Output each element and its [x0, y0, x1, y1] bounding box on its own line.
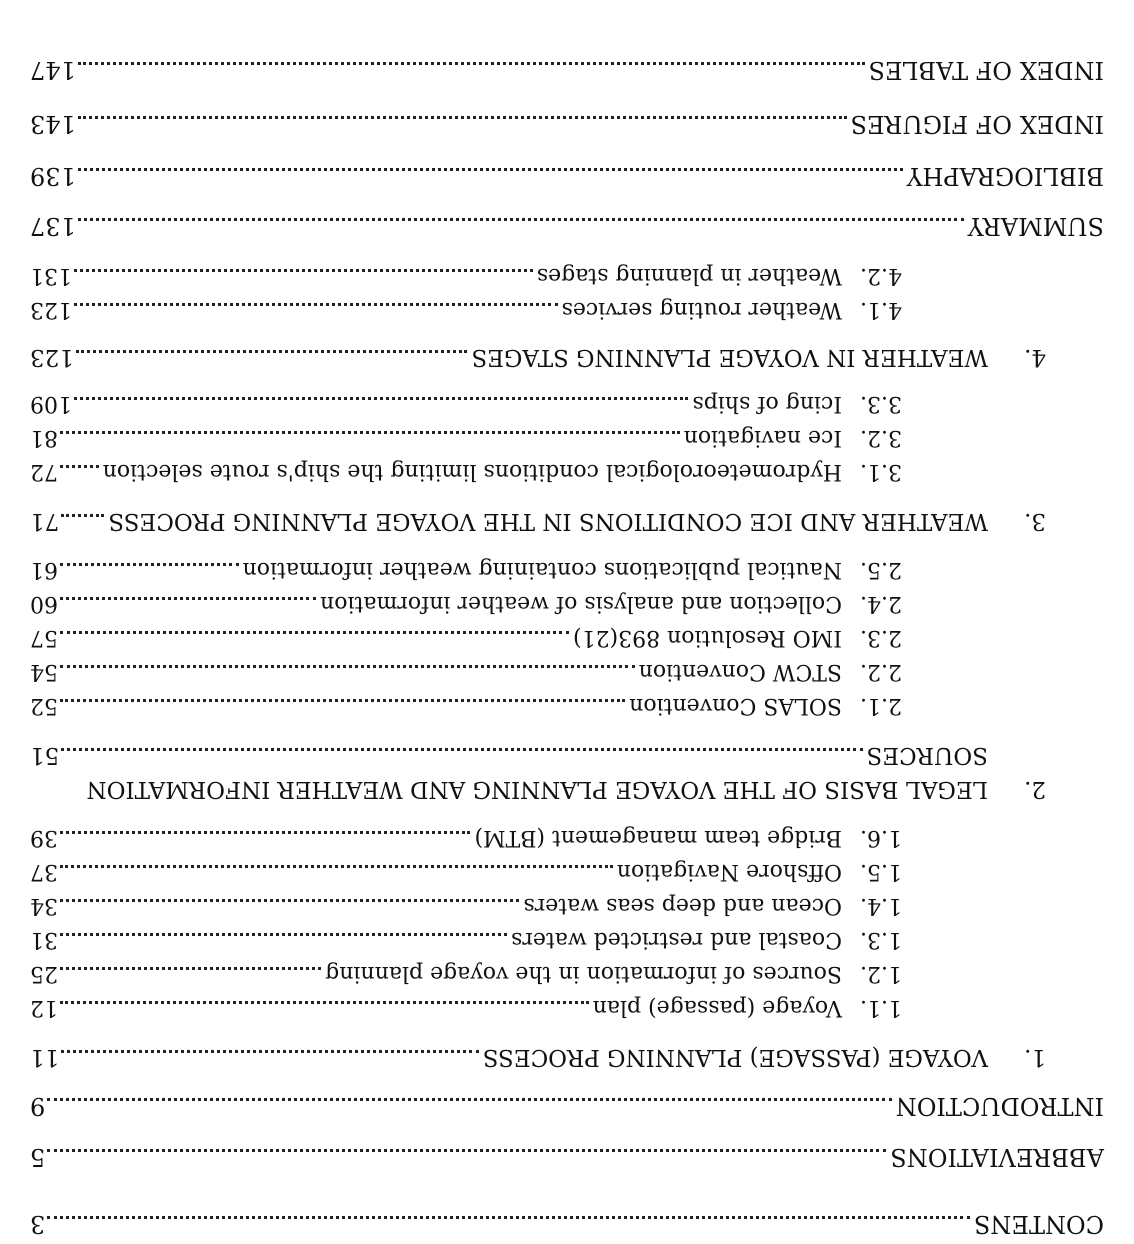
- dot-leader: [74, 269, 533, 272]
- toc-page-number: 37: [30, 859, 58, 884]
- dot-leader: [74, 303, 558, 306]
- toc-page-number: 61: [30, 557, 58, 582]
- toc-page-number: 9: [30, 1092, 46, 1120]
- toc-entry-summary: [30, 211, 1104, 240]
- dot-leader: [60, 597, 316, 600]
- toc-page-number: 31: [30, 927, 58, 952]
- chapter-title: LEGAL BASIS OF THE VOYAGE PLANNING AND WEATHER INFORMATION: [86, 776, 988, 802]
- section-number: 3.1.: [860, 459, 902, 484]
- toc-subentry-2-2: [30, 658, 902, 684]
- toc-page-number: 131: [30, 263, 72, 288]
- section-number: 2.1.: [860, 693, 902, 718]
- section-number: 1.1.: [860, 995, 902, 1020]
- section-number: 1.2.: [860, 961, 902, 986]
- toc-page-number: 137: [30, 212, 76, 240]
- section-number: 2.4.: [860, 591, 902, 616]
- section-number: 3.2.: [860, 425, 902, 450]
- section-number: 2.5.: [860, 557, 902, 582]
- section-title: Weather in planning stages: [536, 263, 842, 288]
- toc-page-number: 109: [30, 391, 72, 416]
- section-number: 1.4.: [860, 893, 902, 918]
- section-number: 2.2.: [860, 659, 902, 684]
- section-number: 3.3.: [860, 391, 902, 416]
- toc-subentry-1-2: [30, 960, 902, 986]
- dot-leader: [61, 748, 862, 751]
- toc-page-number: 57: [30, 625, 58, 650]
- toc-page-number: 81: [30, 425, 58, 450]
- section-title: Weather routing services: [561, 297, 842, 322]
- toc-entry-introduction: [30, 1091, 1104, 1120]
- dot-leader: [74, 397, 688, 400]
- toc-subentry-1-5: [30, 858, 902, 884]
- dot-leader: [60, 933, 507, 936]
- dot-leader: [78, 62, 865, 65]
- toc-chapter-2-line1: [87, 776, 1046, 802]
- dot-leader: [78, 168, 903, 171]
- toc-entry-index-of-tables: [30, 55, 1104, 84]
- toc-page-number: 123: [30, 297, 72, 322]
- chapter-title: WEATHER AND ICE CONDITIONS IN THE VOYAGE PLANNING PROCESS: [108, 508, 988, 534]
- toc-entry-index-of-figures: [30, 109, 1104, 138]
- toc-page-number: 11: [30, 1044, 60, 1070]
- toc-subentry-1-3: [30, 926, 902, 952]
- dot-leader: [60, 699, 625, 702]
- toc-subentry-4-1: [30, 296, 902, 322]
- toc-page-number: 72: [30, 459, 58, 484]
- toc-chapter-3: [30, 507, 1046, 534]
- toc-page-number: 34: [30, 893, 58, 918]
- toc-page-number: 39: [30, 825, 58, 850]
- dot-leader: [76, 350, 468, 353]
- toc-page-number: 25: [30, 961, 58, 986]
- dot-leader: [60, 665, 635, 668]
- toc-page-number: 60: [30, 591, 58, 616]
- toc-subentry-1-1: [30, 994, 902, 1020]
- toc-label: INDEX OF FIGURES: [850, 110, 1104, 138]
- section-number: 4.1.: [860, 297, 902, 322]
- toc-entry-bibliography: [30, 161, 1104, 190]
- section-number: 1.5.: [860, 859, 902, 884]
- toc-page-number: 5: [30, 1143, 46, 1171]
- toc-subentry-3-2: [30, 424, 902, 450]
- dot-leader: [60, 967, 321, 970]
- dot-leader: [78, 116, 847, 119]
- toc-subentry-1-4: [30, 892, 902, 918]
- chapter-number: 4.: [1024, 344, 1046, 370]
- toc-label: BIBLIOGRAPHY: [906, 162, 1104, 190]
- toc-subentry-3-3: [30, 390, 902, 416]
- dot-leader: [47, 1216, 970, 1219]
- toc-page-number: 3: [30, 1210, 46, 1238]
- section-title: Icing of ships: [692, 391, 842, 416]
- toc-entry-contens: [30, 1209, 1104, 1238]
- dot-leader: [60, 563, 239, 566]
- chapter-number: 3.: [1024, 508, 1046, 534]
- toc-label: INDEX OF TABLES: [868, 56, 1104, 84]
- section-title: Hydrometeorological conditions limiting the ship's route selection: [102, 459, 842, 484]
- toc-chapter-4: [30, 343, 1046, 370]
- section-title: Ocean and deep seas waters: [523, 893, 842, 918]
- section-title: STCW Convention: [638, 659, 842, 684]
- toc-page-number: 54: [30, 659, 58, 684]
- dot-leader: [60, 1001, 589, 1004]
- toc-page-number: 143: [30, 110, 76, 138]
- toc-subentry-2-1: [30, 692, 902, 718]
- toc-subentry-4-2: [30, 262, 902, 288]
- toc-page-number: 71: [30, 508, 60, 534]
- dot-leader: [60, 865, 613, 868]
- section-title: Nautical publications containing weather information: [242, 557, 842, 582]
- toc-page-number: 12: [30, 995, 58, 1020]
- toc-label: INTRODUCTION: [895, 1092, 1104, 1120]
- toc-page-number: 123: [30, 344, 74, 370]
- chapter-number: 1.: [1024, 1044, 1046, 1070]
- section-title: IMO Resolution 893(21): [572, 625, 842, 650]
- dot-leader: [60, 465, 99, 468]
- chapter-title: WEATHER IN VOYAGE PLANNING STAGES: [471, 344, 988, 370]
- dot-leader: [60, 431, 680, 434]
- section-title: SOLAS Convention: [629, 693, 842, 718]
- dot-leader: [47, 1098, 891, 1101]
- toc-label: SUMMARY: [967, 212, 1104, 240]
- section-number: 2.3.: [860, 625, 902, 650]
- section-title: Ice navigation: [683, 425, 842, 450]
- toc-label: ABBREVIATIONS: [890, 1143, 1104, 1171]
- toc-page-number: 52: [30, 693, 58, 718]
- dot-leader: [60, 899, 519, 902]
- section-title: Sources of information in the voyage planning: [325, 961, 842, 986]
- section-number: 4.2.: [860, 263, 902, 288]
- dot-leader: [60, 831, 470, 834]
- dot-leader: [61, 1050, 478, 1053]
- section-title: Voyage (passage) plan: [592, 995, 842, 1020]
- toc-subentry-2-4: [30, 590, 902, 616]
- section-title: Collection and analysis of weather information: [320, 591, 842, 616]
- toc-chapter-1: [30, 1043, 1046, 1070]
- toc-page-number: 147: [30, 56, 76, 84]
- toc-entry-abbreviations: [30, 1142, 1104, 1171]
- section-number: 1.6.: [860, 825, 902, 850]
- section-title: Coastal and restricted waters: [511, 927, 842, 952]
- section-title: Bridge team management (BTM): [474, 825, 842, 850]
- toc-label: CONTENS: [973, 1210, 1104, 1238]
- toc-chapter-2-line2: [30, 741, 988, 768]
- toc-page-number: 51: [30, 742, 60, 768]
- dot-leader: [78, 218, 964, 221]
- toc-subentry-1-6: [30, 824, 902, 850]
- toc-subentry-2-3: [30, 624, 902, 650]
- section-number: 1.3.: [860, 927, 902, 952]
- chapter-number: 2.: [1024, 776, 1046, 802]
- dot-leader: [47, 1149, 886, 1152]
- toc-page-number: 139: [30, 162, 76, 190]
- dot-leader: [61, 514, 104, 517]
- dot-leader: [60, 631, 569, 634]
- chapter-title-continued: SOURCES: [866, 742, 988, 768]
- section-title: Offshore Navigation: [616, 859, 842, 884]
- toc-subentry-3-1: [30, 458, 902, 484]
- toc-subentry-2-5: [30, 556, 902, 582]
- chapter-title: VOYAGE (PASSAGE) PLANNING PROCESS: [482, 1044, 988, 1070]
